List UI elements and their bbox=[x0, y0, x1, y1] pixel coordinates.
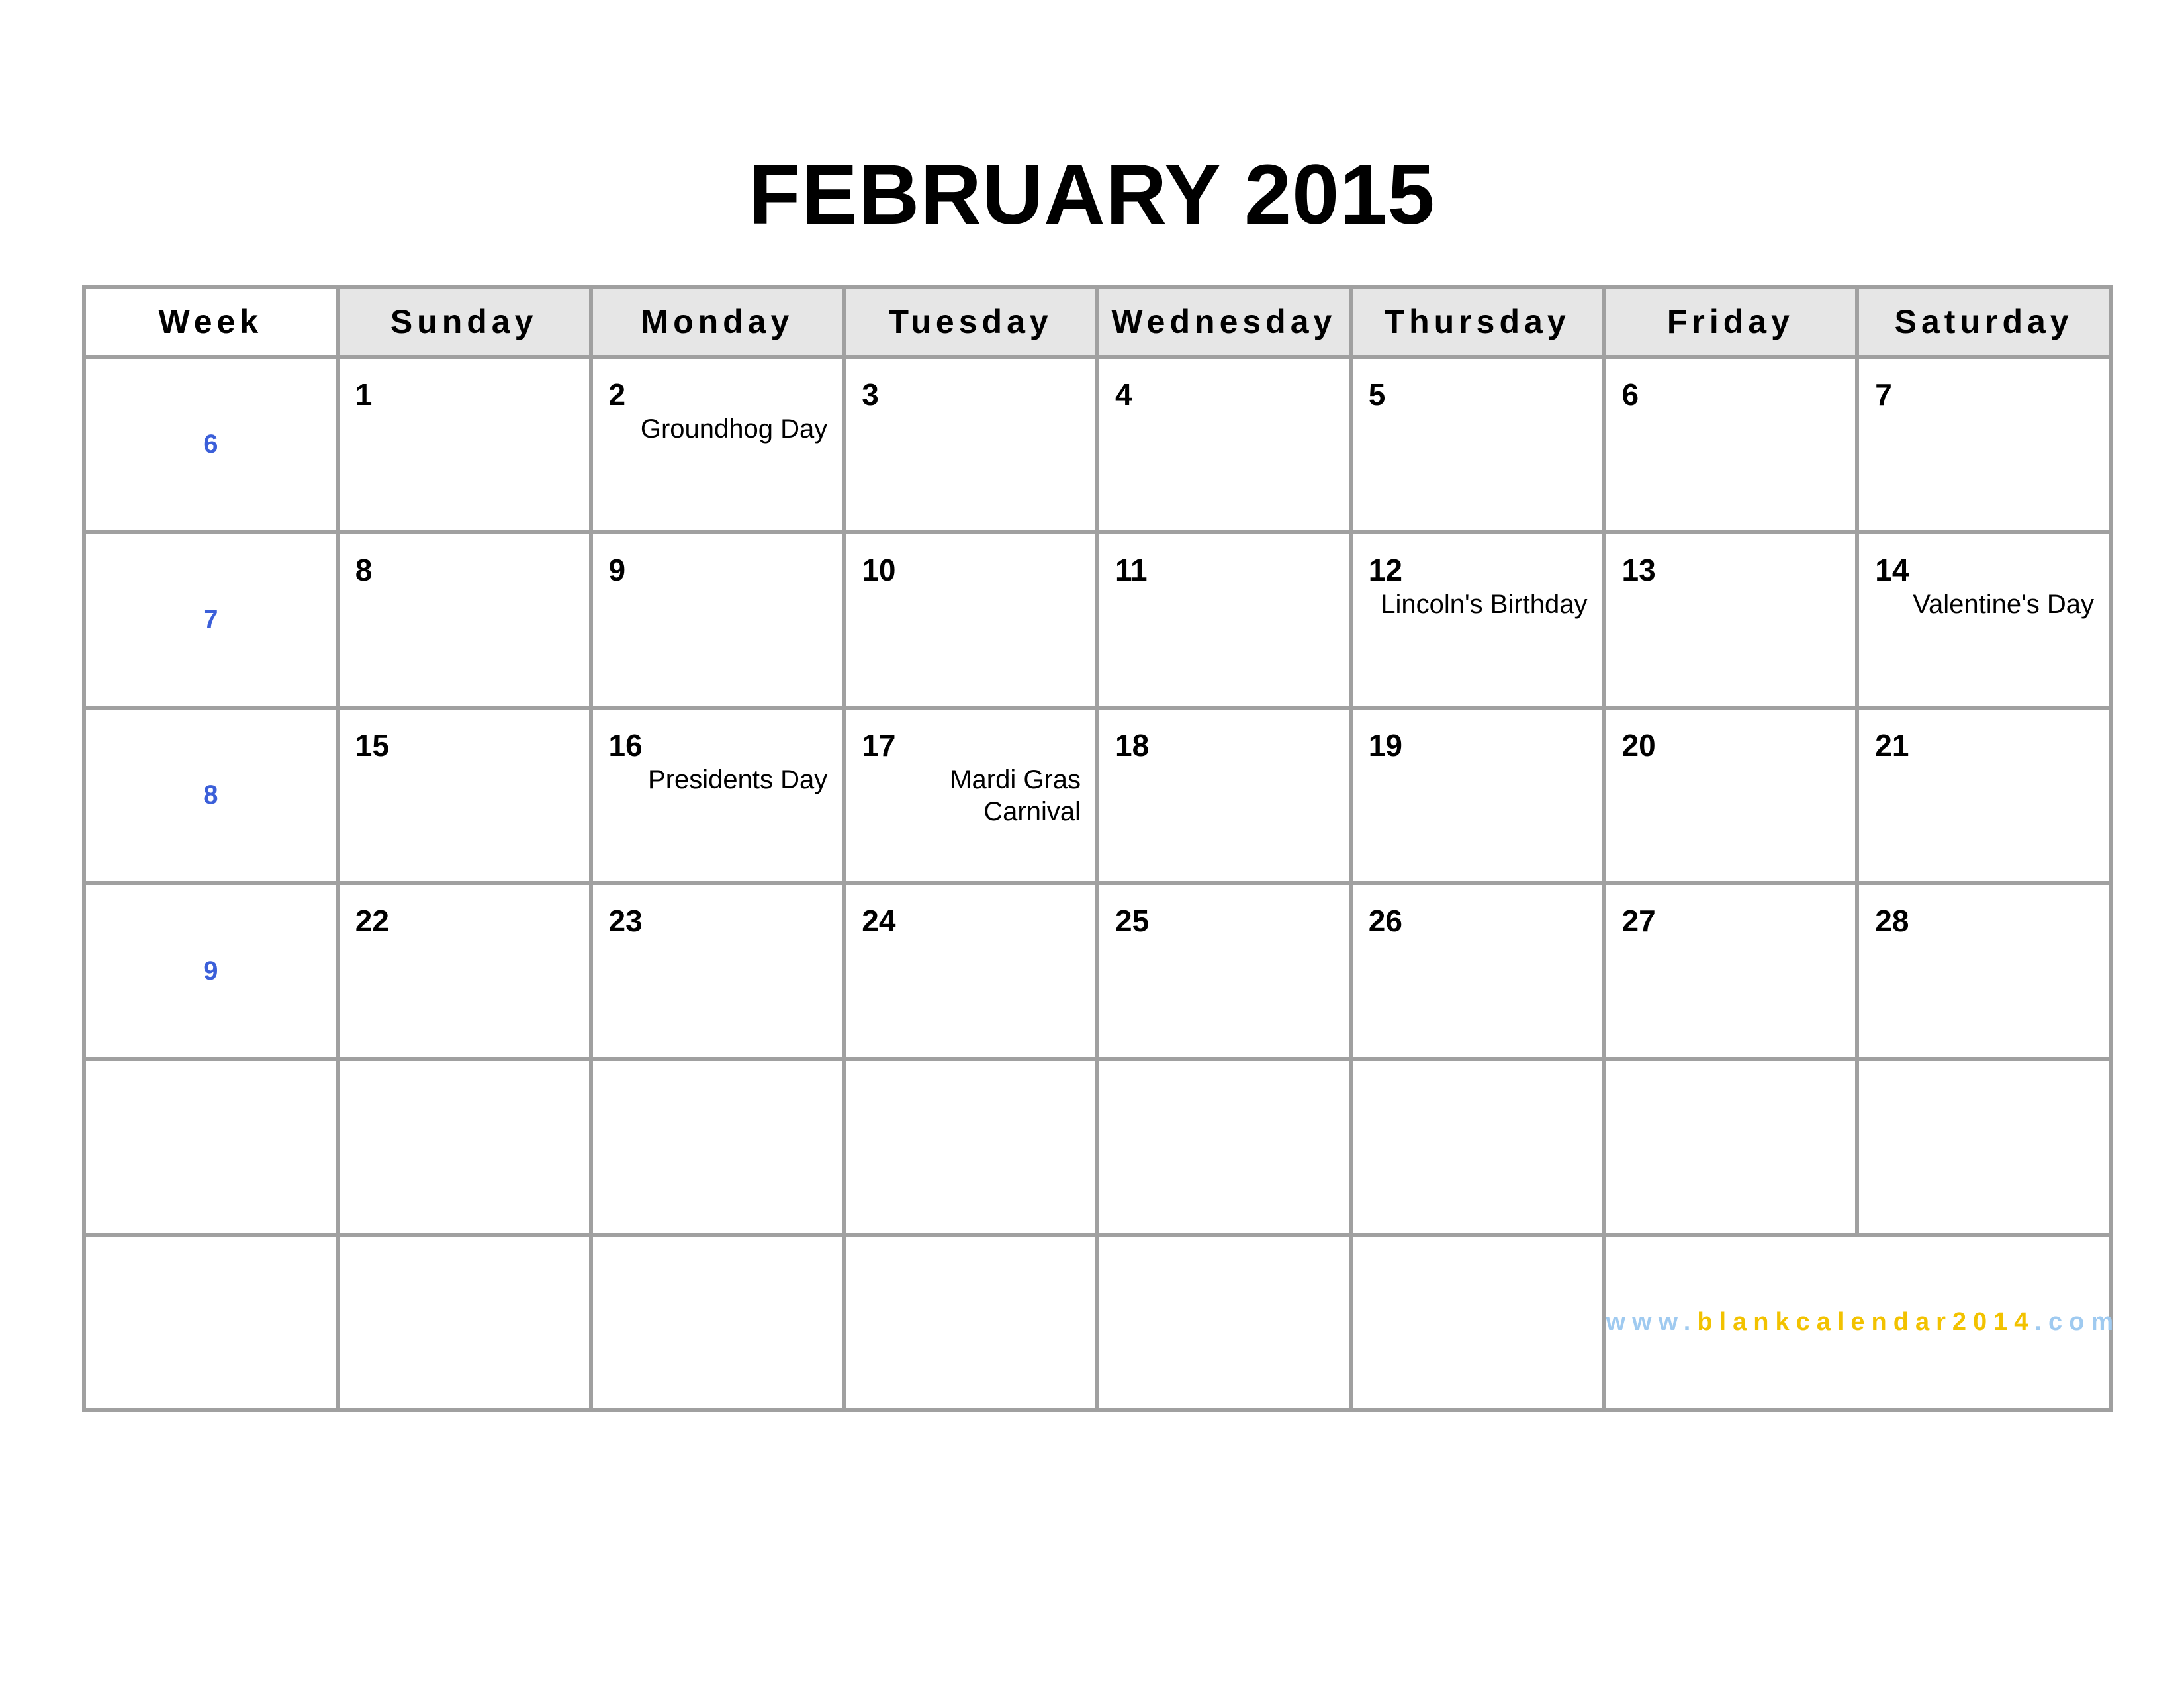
day-cell[interactable] bbox=[1351, 532, 1604, 708]
calendar-body bbox=[84, 357, 2120, 1410]
day-cell[interactable] bbox=[1857, 883, 2111, 1058]
day-number: 27 bbox=[1621, 904, 1656, 939]
day-cell[interactable] bbox=[1857, 532, 2111, 708]
day-cell[interactable] bbox=[591, 883, 844, 1058]
day-cell[interactable] bbox=[844, 532, 1097, 708]
day-number: 9 bbox=[608, 553, 626, 588]
day-number: 24 bbox=[862, 904, 896, 939]
day-cell[interactable] bbox=[1604, 532, 1858, 708]
day-cell[interactable] bbox=[1351, 357, 1604, 532]
day-number: 14 bbox=[1875, 553, 1909, 588]
week-row bbox=[84, 357, 2111, 532]
day-number bbox=[1606, 1061, 1856, 1078]
day-cell[interactable] bbox=[1097, 883, 1351, 1058]
day-cell[interactable] bbox=[338, 357, 591, 532]
holiday-label: Lincoln's Birthday bbox=[1381, 590, 1588, 620]
week-number bbox=[84, 1235, 338, 1410]
day-cell[interactable] bbox=[1097, 357, 1351, 532]
week-number: 6 bbox=[84, 357, 338, 532]
day-number bbox=[1859, 1061, 2109, 1078]
website-name: blankcalendar2014 bbox=[1697, 1307, 2035, 1336]
day-cell[interactable] bbox=[591, 357, 844, 532]
day-cell[interactable] bbox=[1604, 708, 1858, 883]
weekday-header-sunday: Sunday bbox=[338, 287, 591, 357]
day-cell[interactable] bbox=[844, 1235, 1097, 1410]
day-cell[interactable] bbox=[1604, 357, 1858, 532]
week-row bbox=[84, 1059, 2111, 1235]
website-cell bbox=[1604, 1235, 2120, 1410]
day-number: 23 bbox=[608, 904, 643, 939]
day-cell[interactable] bbox=[338, 883, 591, 1058]
day-number bbox=[593, 1237, 842, 1254]
day-number: 13 bbox=[1621, 553, 1656, 588]
week-row bbox=[84, 708, 2111, 883]
day-number: 15 bbox=[355, 728, 389, 763]
day-cell[interactable] bbox=[1857, 357, 2111, 532]
day-number bbox=[1353, 1061, 1602, 1078]
day-number: 18 bbox=[1115, 728, 1150, 763]
weekday-header-tuesday: Tuesday bbox=[844, 287, 1097, 357]
website-credit[interactable] bbox=[1606, 1308, 2135, 1336]
day-cell[interactable] bbox=[844, 357, 1097, 532]
day-number: 5 bbox=[1368, 377, 1386, 412]
day-cell[interactable] bbox=[1097, 1235, 1351, 1410]
day-cell[interactable] bbox=[591, 1235, 844, 1410]
day-number: 1 bbox=[355, 377, 373, 412]
holiday-label: Groundhog Day bbox=[640, 414, 828, 444]
day-number: 12 bbox=[1368, 553, 1402, 588]
day-number: 22 bbox=[355, 904, 389, 939]
week-row bbox=[84, 532, 2111, 708]
day-number: 28 bbox=[1875, 904, 1909, 939]
day-number: 2 bbox=[608, 377, 626, 412]
day-number: 26 bbox=[1368, 904, 1402, 939]
weekday-header-thursday: Thursday bbox=[1351, 287, 1604, 357]
day-cell[interactable] bbox=[1097, 1059, 1351, 1235]
weekday-header-wednesday: Wednesday bbox=[1097, 287, 1351, 357]
holiday-label: Carnival bbox=[983, 797, 1081, 827]
day-number bbox=[1099, 1061, 1349, 1078]
day-number: 20 bbox=[1621, 728, 1656, 763]
day-number: 6 bbox=[1621, 377, 1639, 412]
day-number: 16 bbox=[608, 728, 643, 763]
day-number bbox=[340, 1237, 589, 1254]
day-cell[interactable] bbox=[1097, 708, 1351, 883]
day-number: 17 bbox=[862, 728, 896, 763]
holiday-label: Presidents Day bbox=[648, 765, 828, 795]
week-number: 7 bbox=[84, 532, 338, 708]
day-number: 7 bbox=[1875, 377, 1892, 412]
day-number: 19 bbox=[1368, 728, 1402, 763]
day-cell[interactable] bbox=[1857, 708, 2111, 883]
day-number bbox=[1099, 1237, 1349, 1254]
day-cell[interactable] bbox=[1351, 883, 1604, 1058]
calendar-title: FEBRUARY 2015 bbox=[749, 148, 1435, 242]
weekday-header-row bbox=[84, 287, 2111, 357]
day-number: 25 bbox=[1115, 904, 1150, 939]
day-cell[interactable] bbox=[591, 708, 844, 883]
day-number: 4 bbox=[1115, 377, 1132, 412]
day-number bbox=[1353, 1237, 1602, 1254]
weekday-header-saturday: Saturday bbox=[1857, 287, 2111, 357]
day-number bbox=[846, 1237, 1095, 1254]
week-column-header: Week bbox=[84, 287, 338, 357]
day-number bbox=[846, 1061, 1095, 1078]
day-cell[interactable] bbox=[1604, 883, 1858, 1058]
week-row bbox=[84, 883, 2111, 1058]
day-cell[interactable] bbox=[1097, 532, 1351, 708]
day-cell[interactable] bbox=[591, 532, 844, 708]
week-number: 8 bbox=[84, 708, 338, 883]
day-cell[interactable] bbox=[844, 883, 1097, 1058]
website-suffix: .com bbox=[2034, 1307, 2120, 1336]
website-prefix: www. bbox=[1606, 1307, 1698, 1336]
weekday-header-monday: Monday bbox=[591, 287, 844, 357]
day-cell[interactable] bbox=[1351, 708, 1604, 883]
weekday-header-friday: Friday bbox=[1604, 287, 1858, 357]
week-number: 9 bbox=[84, 883, 338, 1058]
day-number bbox=[593, 1061, 842, 1078]
holiday-label: Valentine's Day bbox=[1913, 590, 2094, 620]
week-number bbox=[84, 1059, 338, 1235]
day-cell[interactable] bbox=[844, 1059, 1097, 1235]
day-cell[interactable] bbox=[1857, 1059, 2111, 1235]
day-number: 8 bbox=[355, 553, 373, 588]
day-number: 3 bbox=[862, 377, 879, 412]
day-number: 11 bbox=[1115, 553, 1148, 588]
day-cell[interactable] bbox=[1351, 1059, 1604, 1235]
holiday-label: Mardi Gras bbox=[950, 765, 1081, 795]
day-number: 21 bbox=[1875, 728, 1909, 763]
week-row bbox=[84, 1235, 2111, 1410]
day-number: 10 bbox=[862, 553, 896, 588]
day-cell[interactable] bbox=[338, 532, 591, 708]
day-cell[interactable] bbox=[591, 1059, 844, 1235]
day-cell[interactable] bbox=[338, 1059, 591, 1235]
day-cell[interactable] bbox=[1604, 1059, 1858, 1235]
day-cell[interactable] bbox=[1351, 1235, 1604, 1410]
calendar-grid bbox=[82, 285, 2120, 1412]
day-cell[interactable] bbox=[338, 1235, 591, 1410]
day-number bbox=[340, 1061, 589, 1078]
day-cell[interactable] bbox=[338, 708, 591, 883]
day-cell[interactable] bbox=[844, 708, 1097, 883]
